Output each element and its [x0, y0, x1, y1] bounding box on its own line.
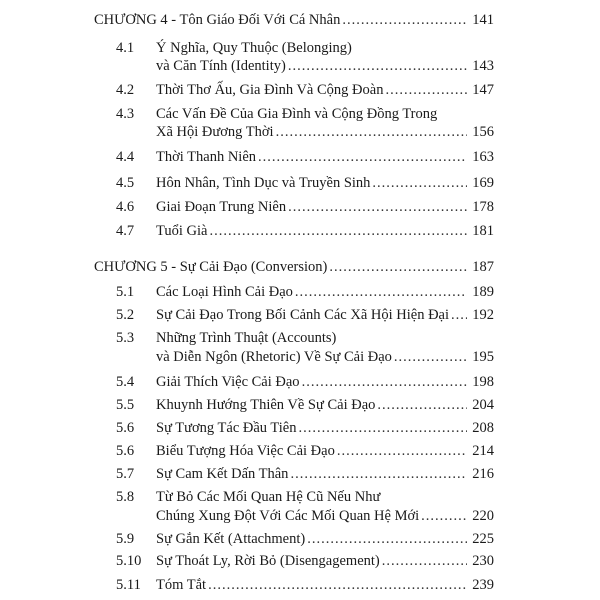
page-number: 147 [472, 82, 494, 98]
toc-entry [116, 490, 494, 505]
page-number: 214 [472, 443, 494, 459]
entry-title: Các Vấn Đề Của Gia Đình và Cộng Đồng Trong [156, 106, 438, 122]
chapter-title: CHƯƠNG 4 - Tôn Giáo Đối Với Cá Nhân [94, 12, 341, 28]
page-number: 141 [472, 12, 494, 28]
entry-title: Những Trình Thuật (Accounts) [156, 330, 337, 346]
entry-title: Thời Thanh Niên [156, 149, 257, 165]
page-number: 187 [472, 259, 494, 275]
entry-title-line2: Chúng Xung Đột Với Các Mối Quan Hệ Mới [156, 508, 420, 524]
section-number: 5.7 [116, 466, 135, 482]
entry-title: Sự Cam Kết Dấn Thân [156, 466, 289, 482]
entry-title: Sự Thoát Ly, Rời Bỏ (Disengagement) [156, 553, 380, 569]
toc-entry [116, 421, 494, 436]
dot-leader [302, 375, 467, 390]
toc-entry-continuation [116, 59, 494, 74]
section-number: 4.6 [116, 199, 135, 215]
section-number: 5.1 [116, 284, 135, 300]
dot-leader [288, 200, 467, 215]
entry-title: Sự Tương Tác Đầu Tiên [156, 420, 297, 436]
page-number: 178 [472, 199, 494, 215]
chapter-heading [94, 13, 494, 28]
page-number: 198 [472, 374, 494, 390]
entry-title: Tuổi Già [156, 223, 208, 239]
toc-entry [116, 308, 494, 323]
dot-leader [377, 398, 467, 413]
entry-title: Biểu Tượng Hóa Việc Cải Đạo [156, 443, 335, 459]
toc-entry-continuation [116, 125, 494, 140]
section-number: 5.9 [116, 531, 135, 547]
entry-title: Các Loại Hình Cải Đạo [156, 284, 293, 300]
toc-entry-continuation [116, 350, 494, 365]
section-number: 5.3 [116, 330, 135, 346]
page-number: 204 [472, 397, 494, 413]
page-number: 220 [472, 508, 494, 524]
toc-entry [116, 176, 494, 191]
page-number: 156 [472, 124, 494, 140]
entry-title: Từ Bỏ Các Mối Quan Hệ Cũ Nếu Như [156, 489, 381, 505]
dot-leader [290, 467, 467, 482]
toc-entry [116, 224, 494, 239]
toc-entry-continuation [116, 509, 494, 524]
dot-leader [385, 83, 467, 98]
page-number: 181 [472, 223, 494, 239]
dot-leader [394, 350, 467, 365]
dot-leader [295, 285, 467, 300]
dot-leader [382, 554, 467, 569]
toc-entry [116, 578, 494, 593]
section-number: 4.4 [116, 149, 135, 165]
page-number: 216 [472, 466, 494, 482]
section-number: 4.3 [116, 106, 135, 122]
section-number: 4.2 [116, 82, 135, 98]
toc-entry [116, 150, 494, 165]
toc-entry [116, 107, 494, 122]
dot-leader [451, 308, 467, 323]
dot-leader [337, 444, 467, 459]
toc-entry [116, 331, 494, 346]
dot-leader [298, 421, 467, 436]
entry-title: Hôn Nhân, Tình Dục và Truyền Sinh [156, 175, 371, 191]
section-number: 4.5 [116, 175, 135, 191]
toc-entry [116, 398, 494, 413]
section-number: 5.10 [116, 553, 142, 569]
section-number: 5.8 [116, 489, 135, 505]
section-number: 5.11 [116, 577, 141, 593]
entry-title: Ý Nghĩa, Quy Thuộc (Belonging) [156, 40, 352, 56]
toc-entry [116, 554, 494, 569]
entry-title-line2: Xã Hội Đương Thời [156, 124, 274, 140]
section-number: 4.7 [116, 223, 135, 239]
toc-entry [116, 83, 494, 98]
entry-title: Sự Cải Đạo Trong Bối Cảnh Các Xã Hội Hiện Đại [156, 307, 450, 323]
section-number: 5.5 [116, 397, 135, 413]
page-number: 189 [472, 284, 494, 300]
page-number: 239 [472, 577, 494, 593]
entry-title: Tóm Tắt [156, 577, 207, 593]
entry-title: Giai Đoạn Trung Niên [156, 199, 287, 215]
page-number: 143 [472, 58, 494, 74]
dot-leader [288, 59, 467, 74]
entry-title: Thời Thơ Ấu, Gia Đình Và Cộng Đoàn [156, 82, 384, 98]
dot-leader [329, 260, 467, 275]
dot-leader [209, 224, 467, 239]
entry-title: Sự Gắn Kết (Attachment) [156, 531, 306, 547]
page-number: 195 [472, 349, 494, 365]
entry-title-line2: và Căn Tính (Identity) [156, 58, 286, 74]
page-number: 163 [472, 149, 494, 165]
entry-title-line2: và Diễn Ngôn (Rhetoric) Về Sự Cải Đạo [156, 349, 392, 365]
section-number: 5.6 [116, 420, 135, 436]
dot-leader [372, 176, 467, 191]
toc-entry [116, 41, 494, 56]
dot-leader [342, 13, 467, 28]
chapter-title: CHƯƠNG 5 - Sự Cải Đạo (Conversion) [94, 259, 328, 275]
toc-entry [116, 375, 494, 390]
dot-leader [258, 150, 467, 165]
dot-leader [276, 125, 467, 140]
dot-leader [307, 532, 467, 547]
section-number: 5.6 [116, 443, 135, 459]
section-number: 5.2 [116, 307, 135, 323]
page-number: 208 [472, 420, 494, 436]
page-number: 230 [472, 553, 494, 569]
section-number: 4.1 [116, 40, 135, 56]
entry-title: Giải Thích Việc Cải Đạo [156, 374, 300, 390]
page-number: 192 [472, 307, 494, 323]
entry-title: Khuynh Hướng Thiên Về Sự Cải Đạo [156, 397, 376, 413]
page-number: 169 [472, 175, 494, 191]
dot-leader [208, 578, 467, 593]
toc-entry [116, 467, 494, 482]
toc-entry [116, 532, 494, 547]
toc-entry [116, 285, 494, 300]
toc-entry [116, 200, 494, 215]
page-number: 225 [472, 531, 494, 547]
dot-leader [421, 509, 467, 524]
chapter-heading [94, 260, 494, 275]
toc-entry [116, 444, 494, 459]
section-number: 5.4 [116, 374, 135, 390]
